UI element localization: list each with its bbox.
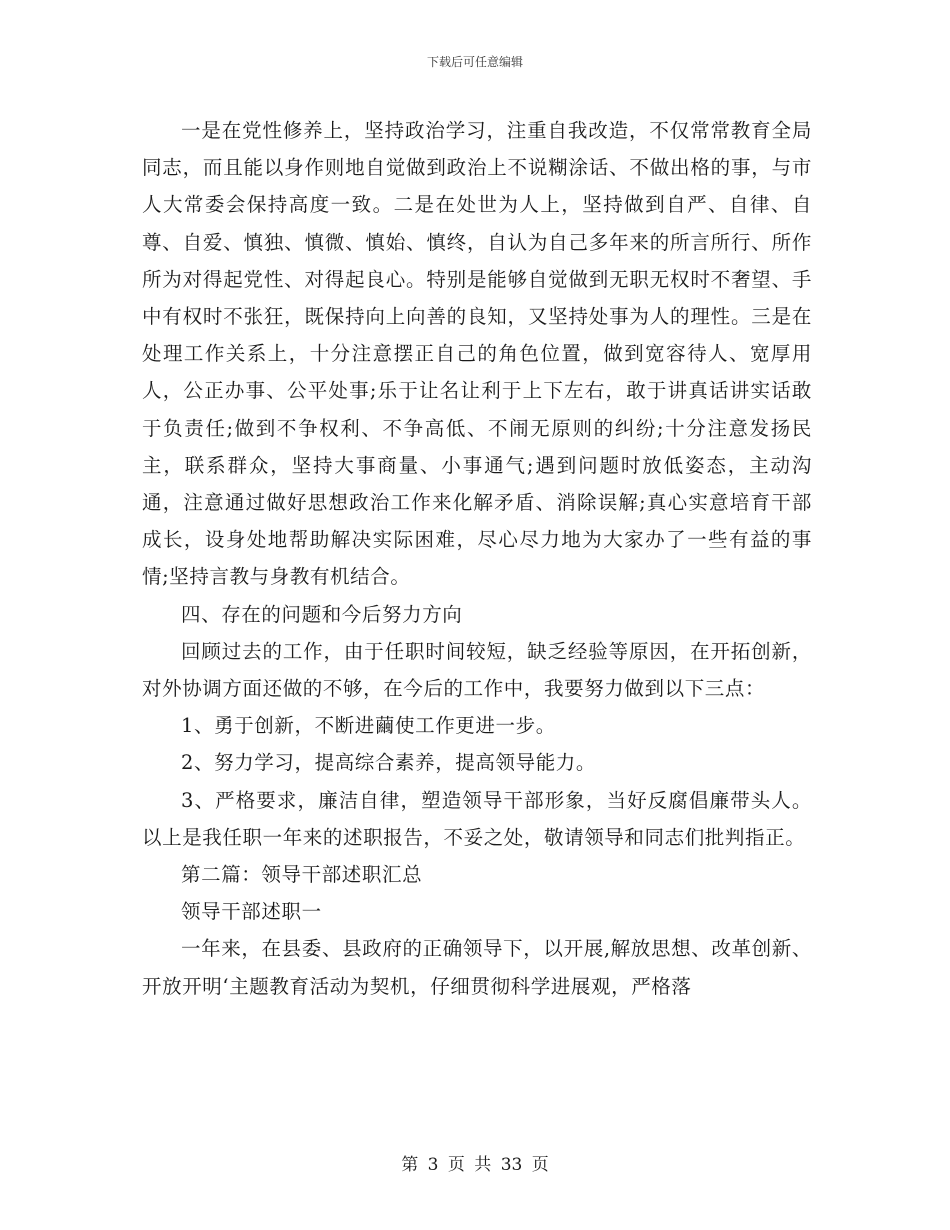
- list-item-study: 2、努力学习，提高综合素养，提高领导能力。: [181, 751, 597, 775]
- paragraph-party-conduct: 一是在党性修养上，坚持政治学习，注重自我改造，不仅常常教育全局同志，而且能以身作则地自觉做到政治上不说糊涂话、不做出格的事，与市人大常委会保持高度一致。二是在处世为人上，坚持做到自严、自律、自尊、自爱、慎独、慎微、慎始、慎终，自认为自己多年来的所言所行、所作所为对得起党性、对得起良心。特别是能够自觉做到无职无权时不奢望、手中有权时不张狂，既保持向上向善的良知，又坚持处事为人的理性。三是在处理工作关系上，十分注意摆正自己的角色位置，做到宽容待人、宽厚用人，公正办事、公平处事;乐于让名让利于上下左右，敢于讲真话讲实话敢于负责任;做到不争权利、不争高低、不闹无原则的纠纷;十分注意发扬民主，联系群众，坚持大事商量、小事通气;遇到问题时放低姿态，主动沟通，注意通过做好思想政治工作来化解矛盾、消除误解;真心实意培育干部成长，设身处地帮助解决实际困难，尽心尽力地为大家办了一些有益的事情;坚持言教与身教有机结合。: [142, 119, 812, 589]
- list-item-innovation: 1、勇于创新，不断进繭使工作更进一步。: [181, 714, 556, 738]
- page-header: 下载后可任意编辑: [426, 55, 523, 69]
- document-body: [142, 112, 812, 1005]
- chapter-title-second: 第二篇：领导干部述职汇总: [181, 863, 423, 887]
- subsection-title: 领导干部述职一: [181, 900, 322, 924]
- paragraph-year-summary: 一年来，在县委、县政府的正确领导下，以开展,解放思想、改革创新、开放开明‘主题教育活动为契机，仔细贯彻科学进展观，严格落: [142, 937, 812, 998]
- list-item-discipline: 3、严格要求，廉洁自律，塑造领导干部形象，当好反腐倡廉带头人。以上是我任职一年来的述职报告，不妥之处，敬请领导和同志们批判指正。: [142, 788, 812, 849]
- page-number-footer: 第 3 页 共 33 页: [401, 1155, 549, 1175]
- section-heading-problems: 四、存在的问题和今后努力方向: [181, 602, 463, 626]
- paragraph-review: 回顾过去的工作，由于任职时间较短，缺乏经验等原因，在开拓创新，对外协调方面还做的不够，在今后的工作中，我要努力做到以下三点：: [142, 639, 812, 701]
